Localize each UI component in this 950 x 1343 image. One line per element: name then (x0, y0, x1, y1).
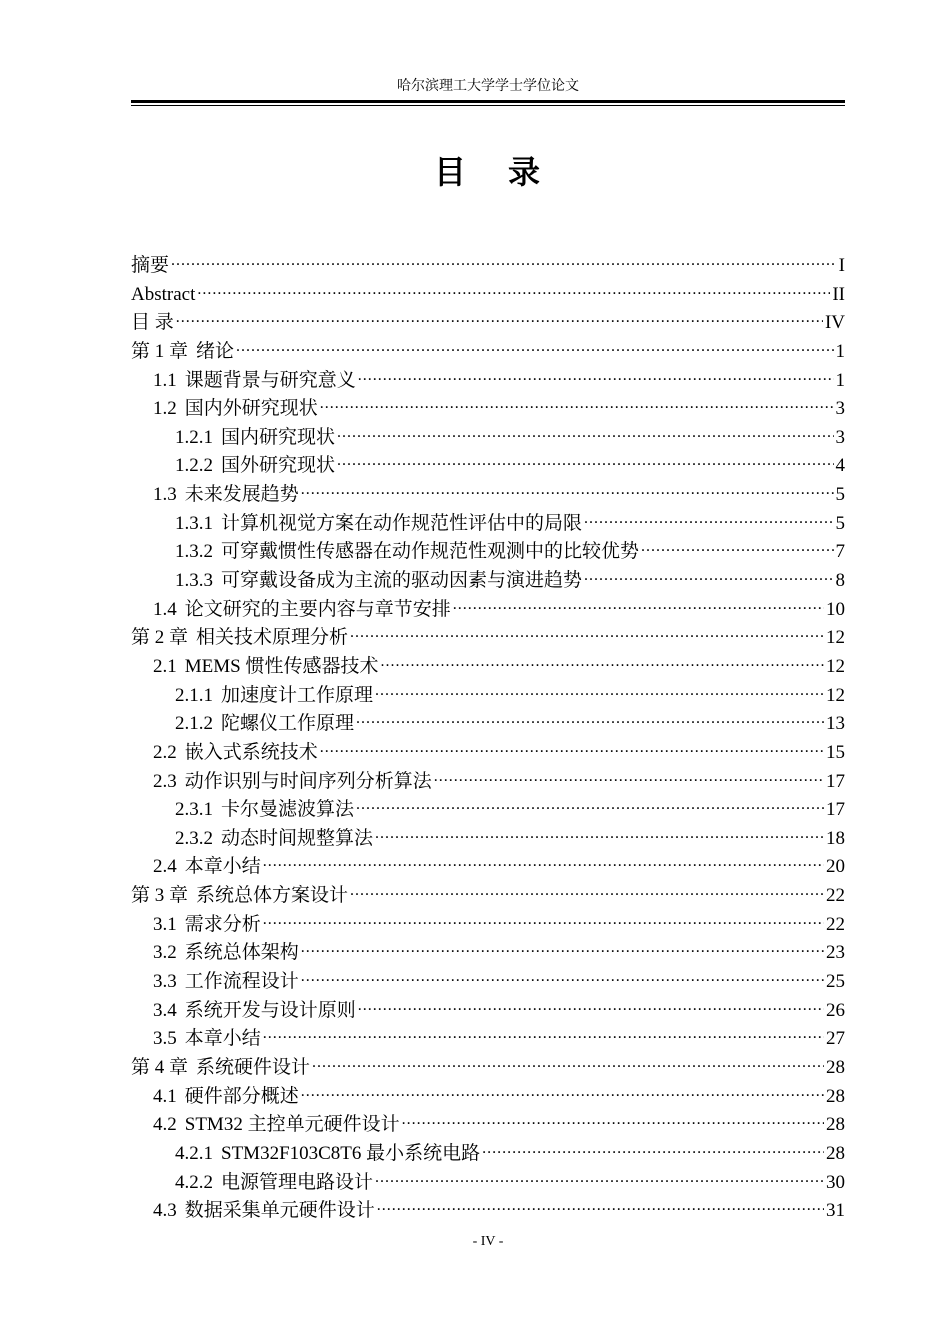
toc-entry-page-number: 13 (826, 713, 845, 735)
toc-entry-label: 动作识别与时间序列分析算法 (184, 770, 432, 792)
toc-entry-page-number: 28 (826, 1085, 845, 1107)
toc-entry-label: STM32 主控单元硬件设计 (184, 1114, 400, 1136)
toc-entry-number: 2.3 (153, 770, 177, 792)
toc-entry-number: 第 2 章 (131, 627, 189, 649)
toc-entry-label: 未来发展趋势 (184, 484, 299, 506)
toc-entry-number: 第 3 章 (131, 885, 189, 907)
toc-entry-leader-dots (320, 394, 834, 414)
toc-entry-label: 目 录 (131, 312, 174, 334)
toc-entry[interactable] (131, 308, 845, 337)
toc-entry-page-number: 31 (826, 1200, 845, 1222)
toc-entry-number: 4.2.1 (175, 1142, 213, 1164)
toc-entry-leader-dots (377, 1196, 824, 1216)
toc-entry-number: 3.1 (153, 913, 177, 935)
toc-entry[interactable] (131, 652, 845, 681)
toc-entry-label: 系统硬件设计 (196, 1056, 311, 1078)
toc-entry-leader-dots (453, 595, 824, 615)
toc-entry-label: 数据采集单元硬件设计 (184, 1200, 375, 1222)
toc-entry-number: 1.3 (153, 484, 177, 506)
toc-entry-leader-dots (584, 509, 833, 529)
toc-entry-leader-dots (584, 566, 833, 586)
toc-entry-page-number: 3 (835, 398, 845, 420)
toc-entry-page-number: 5 (835, 512, 845, 534)
toc-entry-page-number: 1 (835, 340, 845, 362)
toc-entry-label: 硬件部分概述 (184, 1085, 299, 1107)
toc-entry-leader-dots (356, 795, 824, 815)
toc-entry-label: 系统总体架构 (184, 942, 299, 964)
toc-entry-number: 1.2.1 (175, 426, 213, 448)
toc-entry-number: 2.3.1 (175, 799, 213, 821)
toc-entry-leader-dots (301, 967, 824, 987)
toc-entry-leader-dots (641, 537, 833, 557)
toc-entry-page-number: 17 (826, 799, 845, 821)
toc-entry[interactable] (131, 967, 845, 996)
toc-entry-label: 摘要 (131, 255, 170, 276)
toc-entry-leader-dots (375, 824, 824, 844)
toc-entry-leader-dots (375, 1168, 824, 1188)
toc-entry-leader-dots (434, 767, 824, 787)
toc-entry-leader-dots (301, 938, 824, 958)
toc-entry-label: 动态时间规整算法 (221, 827, 374, 849)
toc-entry-number: 1.3.1 (175, 512, 213, 534)
toc-entry-page-number: 22 (826, 885, 845, 907)
header-rule-thin (131, 105, 845, 106)
toc-entry-leader-dots (356, 709, 824, 729)
toc-entry-number: 2.3.2 (175, 827, 213, 849)
toc-entry-leader-dots (358, 996, 824, 1016)
toc-entry[interactable] (131, 1024, 845, 1053)
toc-entry-page-number: 28 (826, 1142, 845, 1164)
toc-entry-label: 论文研究的主要内容与章节安排 (184, 598, 451, 620)
toc-entry-label: 国内外研究现状 (184, 398, 318, 420)
toc-entry-number: 3.2 (153, 942, 177, 964)
toc-entry-leader-dots (197, 280, 830, 300)
toc-entry-number: 3.3 (153, 971, 177, 993)
toc-entry[interactable] (131, 1196, 845, 1225)
toc-entry[interactable] (131, 738, 845, 767)
toc-entry-page-number: 26 (826, 999, 845, 1021)
header-rule-thick (131, 100, 845, 103)
toc-list (131, 251, 845, 1225)
toc-entry-leader-dots (236, 337, 833, 357)
toc-entry[interactable] (131, 480, 845, 509)
toc-entry[interactable] (131, 1110, 845, 1139)
page-footer: - IV - (472, 1234, 504, 1249)
toc-entry[interactable] (131, 938, 845, 967)
toc-entry-page-number: 28 (826, 1114, 845, 1136)
toc-entry-number: 1.1 (153, 369, 177, 391)
toc-entry[interactable] (131, 423, 845, 452)
toc-entry[interactable] (131, 337, 845, 366)
toc-entry-number: 2.2 (153, 741, 177, 763)
toc-entry[interactable] (131, 1139, 845, 1168)
toc-entry-page-number: 7 (835, 541, 845, 563)
toc-entry[interactable] (131, 394, 845, 423)
toc-entry[interactable] (131, 767, 845, 796)
toc-entry-leader-dots (263, 910, 824, 930)
toc-entry-number: 1.3.2 (175, 541, 213, 563)
toc-entry-label: 本章小结 (184, 856, 261, 878)
toc-entry-page-number: 5 (835, 484, 845, 506)
toc-entry[interactable] (131, 824, 845, 853)
toc-entry-label: MEMS 惯性传感器技术 (184, 655, 379, 677)
toc-entry-number: 4.3 (153, 1200, 177, 1222)
toc-entry-leader-dots (337, 451, 833, 471)
toc-entry-leader-dots (312, 1053, 824, 1073)
toc-entry-label: 系统总体方案设计 (196, 885, 349, 907)
toc-entry-page-number: IV (824, 312, 845, 334)
toc-entry[interactable] (131, 1053, 845, 1082)
toc-entry-number: 4.2 (153, 1114, 177, 1136)
toc-entry-page-number: 12 (826, 655, 845, 677)
title-char-1: 目 (433, 153, 468, 191)
toc-entry[interactable] (131, 623, 845, 652)
toc-entry-number: 1.2.2 (175, 455, 213, 477)
toc-entry-page-number: 23 (826, 942, 845, 964)
toc-entry[interactable] (131, 280, 845, 309)
toc-entry-label: STM32F103C8T6 最小系统电路 (221, 1142, 481, 1164)
toc-entry-page-number: 22 (826, 913, 845, 935)
toc-entry-label: 卡尔曼滤波算法 (221, 799, 355, 821)
toc-entry[interactable] (131, 366, 845, 395)
toc-entry-leader-dots (350, 623, 824, 643)
toc-entry[interactable] (131, 795, 845, 824)
toc-entry-label: 加速度计工作原理 (221, 684, 374, 706)
toc-entry-page-number: 20 (826, 856, 845, 878)
page-header: 哈尔滨理工大学学士学位论文 (397, 79, 579, 94)
toc-entry-leader-dots (350, 881, 824, 901)
toc-entry-number: 1.4 (153, 598, 177, 620)
toc-entry-label: 工作流程设计 (184, 971, 299, 993)
toc-entry-page-number: 10 (826, 598, 845, 620)
toc-entry-number: 3.5 (153, 1028, 177, 1050)
toc-entry-label: 陀螺仪工作原理 (221, 713, 355, 735)
toc-entry-number: 第 1 章 (131, 340, 189, 362)
toc-entry-number: 1.3.3 (175, 570, 213, 592)
toc-entry-label: 计算机视觉方案在动作规范性评估中的局限 (221, 512, 583, 534)
toc-entry-label: Abstract (131, 283, 196, 305)
toc-entry-page-number: 12 (826, 684, 845, 706)
toc-entry-page-number: 8 (835, 570, 845, 592)
toc-entry[interactable] (131, 681, 845, 710)
toc-entry-page-number: 15 (826, 741, 845, 763)
toc-entry[interactable] (131, 996, 845, 1025)
toc-entry-page-number: 25 (826, 971, 845, 993)
toc-entry-label: 绪论 (196, 340, 235, 362)
toc-entry-leader-dots (301, 480, 834, 500)
toc-entry-label: 国内研究现状 (221, 426, 336, 448)
toc-entry-leader-dots (171, 251, 837, 271)
toc-entry-page-number: 27 (826, 1028, 845, 1050)
toc-entry-page-number: II (832, 283, 845, 305)
toc-entry-leader-dots (263, 852, 824, 872)
toc-entry-number: 4.1 (153, 1085, 177, 1107)
toc-entry-leader-dots (482, 1139, 824, 1159)
toc-entry-label: 嵌入式系统技术 (184, 741, 318, 763)
toc-entry-page-number: 12 (826, 627, 845, 649)
toc-entry-label: 电源管理电路设计 (221, 1171, 374, 1193)
toc-entry-page-number: 1 (835, 369, 845, 391)
page-title (131, 150, 845, 194)
toc-entry[interactable] (131, 910, 845, 939)
toc-entry-number: 2.1 (153, 655, 177, 677)
toc-entry-leader-dots (402, 1110, 824, 1130)
toc-entry-page-number: 18 (826, 827, 845, 849)
toc-entry[interactable] (131, 509, 845, 538)
toc-entry-label: 国外研究现状 (221, 455, 336, 477)
toc-entry[interactable] (131, 451, 845, 480)
toc-entry-label: 系统开发与设计原则 (184, 999, 356, 1021)
toc-entry-label: 可穿戴惯性传感器在动作规范性观测中的比较优势 (221, 541, 640, 563)
toc-entry[interactable] (131, 537, 845, 566)
toc-entry-page-number: 30 (826, 1171, 845, 1193)
toc-entry[interactable] (131, 709, 845, 738)
toc-entry[interactable] (131, 595, 845, 624)
toc-entry-label: 相关技术原理分析 (196, 627, 349, 649)
toc-entry[interactable] (131, 881, 845, 910)
toc-entry[interactable] (131, 251, 845, 280)
toc-entry-page-number: 28 (826, 1056, 845, 1078)
toc-entry-number: 3.4 (153, 999, 177, 1021)
toc-entry-leader-dots (176, 308, 823, 328)
toc-entry[interactable] (131, 566, 845, 595)
toc-entry-leader-dots (380, 652, 824, 672)
toc-entry-leader-dots (320, 738, 824, 758)
toc-entry-label: 课题背景与研究意义 (184, 369, 356, 391)
toc-entry-number: 4.2.2 (175, 1171, 213, 1193)
toc-entry-page-number: I (838, 255, 845, 276)
toc-entry-page-number: 4 (835, 455, 845, 477)
toc-entry-leader-dots (375, 681, 824, 701)
toc-entry-leader-dots (358, 366, 834, 386)
toc-entry-number: 2.1.2 (175, 713, 213, 735)
toc-entry-leader-dots (301, 1082, 824, 1102)
toc-entry-leader-dots (263, 1024, 824, 1044)
title-char-2: 录 (508, 153, 543, 191)
toc-entry-label: 可穿戴设备成为主流的驱动因素与演进趋势 (221, 570, 583, 592)
toc-entry-page-number: 3 (835, 426, 845, 448)
toc-entry[interactable] (131, 1168, 845, 1197)
toc-entry-page-number: 17 (826, 770, 845, 792)
toc-entry-label: 需求分析 (184, 913, 261, 935)
toc-entry-number: 1.2 (153, 398, 177, 420)
toc-entry-number: 第 4 章 (131, 1056, 189, 1078)
toc-entry[interactable] (131, 852, 845, 881)
toc-entry-number: 2.1.1 (175, 684, 213, 706)
toc-entry[interactable] (131, 1082, 845, 1111)
toc-entry-number: 2.4 (153, 856, 177, 878)
toc-entry-label: 本章小结 (184, 1028, 261, 1050)
toc-entry-leader-dots (337, 423, 833, 443)
